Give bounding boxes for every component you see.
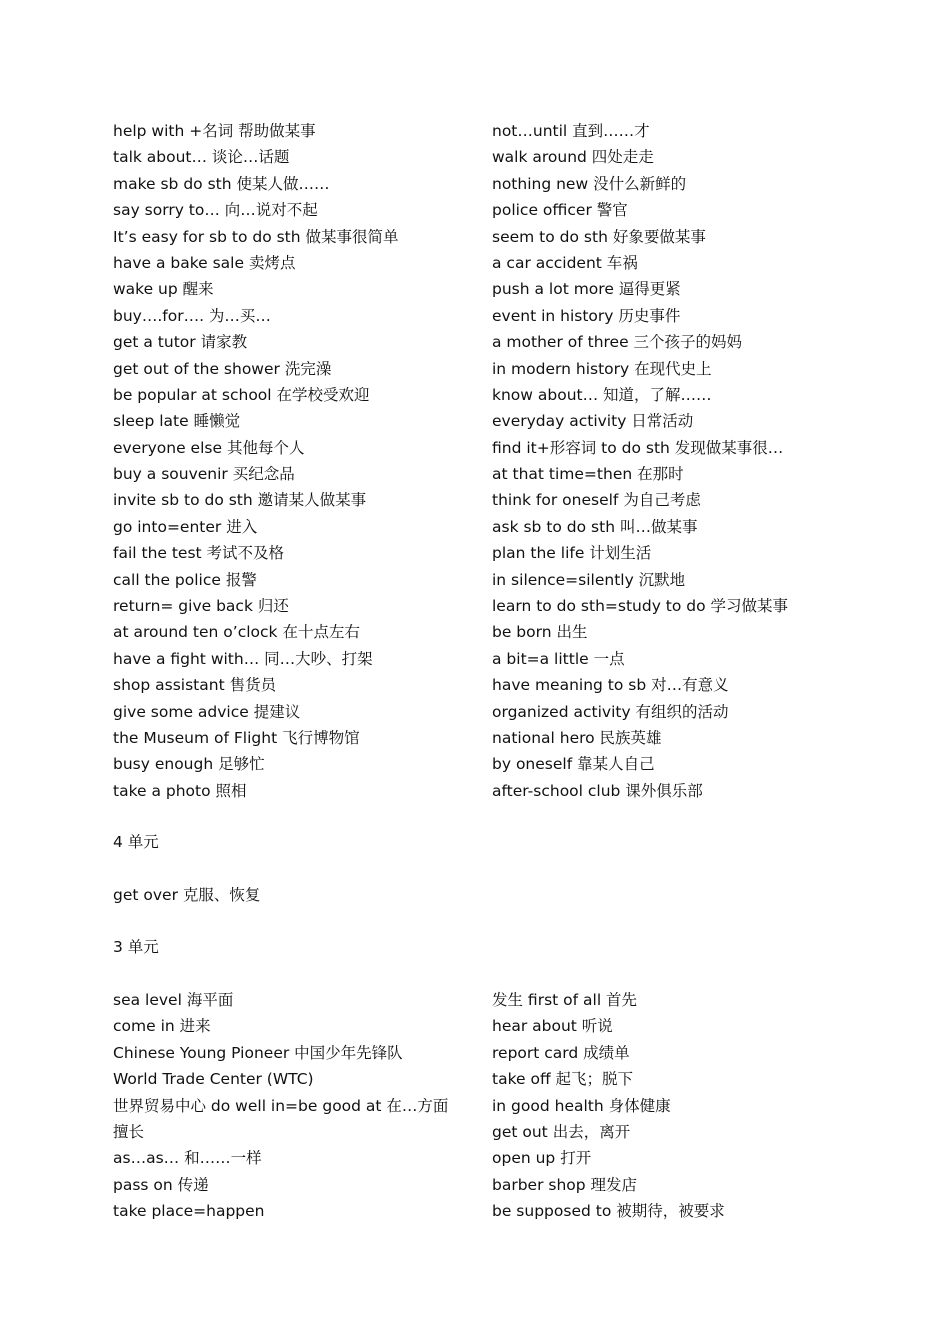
list-item: sleep late 睡懒觉 — [113, 412, 241, 431]
list-item: seem to do sth 好象要做某事 — [492, 227, 706, 246]
list-item: as…as… 和……一样 — [113, 1149, 262, 1168]
list-item: buy a souvenir 买纪念品 — [113, 465, 295, 484]
list-item: a car accident 车祸 — [492, 253, 638, 272]
list-item: at that time=then 在那时 — [492, 465, 684, 484]
list-item: It’s easy for sb to do sth 做某事很简单 — [113, 227, 399, 246]
list-item: a mother of three 三个孩子的妈妈 — [492, 333, 743, 352]
list-item: plan the life 计划生活 — [492, 544, 652, 563]
list-item: everyday activity 日常活动 — [492, 412, 694, 431]
list-item: police officer 警官 — [492, 201, 628, 220]
list-item: sea level 海平面 — [113, 991, 234, 1009]
list-item: nothing new 没什么新鲜的 — [492, 174, 687, 193]
list-item: by oneself 靠某人自己 — [492, 755, 655, 774]
unit-3-list-right — [492, 987, 852, 1225]
list-item: a bit=a little 一点 — [492, 649, 625, 668]
unit-4-heading: 4 单元 — [113, 833, 159, 851]
list-item: have meaning to sb 对…有意义 — [492, 676, 729, 695]
list-item: get a tutor 请家教 — [113, 333, 248, 352]
list-item: in silence=silently 沉默地 — [492, 570, 686, 589]
list-item: Chinese Young Pioneer 中国少年先锋队 — [113, 1043, 403, 1062]
list-item: give some advice 提建议 — [113, 702, 301, 721]
list-item: know about… 知道，了解…… — [492, 385, 712, 404]
list-item: think for oneself 为自己考虑 — [492, 491, 701, 510]
list-item: have a fight with… 同…大吵、打架 — [113, 649, 373, 668]
list-item: get out 出去，离开 — [492, 1122, 631, 1141]
list-item: World Trade Center (WTC) — [113, 1070, 314, 1089]
list-item: talk about… 谈论…话题 — [113, 148, 290, 167]
list-item: be born 出生 — [492, 623, 588, 642]
list-item: ask sb to do sth 叫…做某事 — [492, 517, 698, 536]
list-item: shop assistant 售货员 — [113, 676, 277, 695]
unit-3-heading: 3 单元 — [113, 938, 159, 956]
list-item: call the police 报警 — [113, 570, 257, 589]
list-item: not…until 直到……才 — [492, 122, 650, 140]
list-item: 发生 first of all 首先 — [492, 991, 638, 1009]
list-item: push a lot more 逼得更紧 — [492, 280, 681, 299]
list-item: walk around 四处走走 — [492, 148, 654, 167]
list-item: the Museum of Flight 飞行博物馆 — [113, 728, 360, 747]
list-item: have a bake sale 卖烤点 — [113, 253, 296, 272]
list-item: 擅长 — [113, 1122, 145, 1141]
list-item: go into=enter 进入 — [113, 517, 258, 536]
list-item: hear about 听说 — [492, 1017, 613, 1036]
phrase-list-right — [492, 118, 852, 804]
list-item: be popular at school 在学校受欢迎 — [113, 385, 370, 404]
list-item: learn to do sth=study to do 学习做某事 — [492, 597, 789, 616]
list-item: at around ten o’clock 在十点左右 — [113, 623, 360, 642]
list-item: take place=happen — [113, 1202, 265, 1221]
list-item: in modern history 在现代史上 — [492, 359, 712, 378]
unit-3-list-left — [113, 987, 473, 1225]
list-item: make sb do sth 使某人做…… — [113, 174, 330, 193]
list-item: after-school club 课外俱乐部 — [492, 781, 703, 800]
list-item: help with +名词 帮助做某事 — [113, 122, 316, 140]
list-item: open up 打开 — [492, 1149, 592, 1168]
list-item: take a photo 照相 — [113, 781, 247, 800]
list-item: get out of the shower 洗完澡 — [113, 359, 332, 378]
list-item: report card 成绩单 — [492, 1043, 630, 1062]
list-item: 世界贸易中心 do well in=be good at 在…方面 — [113, 1096, 449, 1115]
list-item: invite sb to do sth 邀请某人做某事 — [113, 491, 367, 510]
list-item: fail the test 考试不及格 — [113, 544, 285, 563]
list-item: take off 起飞；脱下 — [492, 1070, 634, 1089]
list-item: come in 进来 — [113, 1017, 211, 1036]
list-item: be supposed to 被期待，被要求 — [492, 1202, 725, 1221]
list-item: say sorry to… 向…说对不起 — [113, 201, 318, 220]
list-item: event in history 历史事件 — [492, 306, 681, 325]
list-item: wake up 醒来 — [113, 280, 214, 299]
unit-4-phrase: get over 克服、恢复 — [113, 886, 261, 904]
list-item: return= give back 归还 — [113, 597, 289, 616]
list-item: find it+形容词 to do sth 发现做某事很… — [492, 438, 784, 457]
list-item: barber shop 理发店 — [492, 1175, 638, 1194]
phrase-list-left — [113, 118, 473, 804]
list-item: organized activity 有组织的活动 — [492, 702, 729, 721]
list-item: buy….for…. 为…买… — [113, 306, 271, 325]
list-item: in good health 身体健康 — [492, 1096, 671, 1115]
list-item: national hero 民族英雄 — [492, 728, 662, 747]
list-item: everyone else 其他每个人 — [113, 438, 305, 457]
list-item: busy enough 足够忙 — [113, 755, 265, 774]
list-item: pass on 传递 — [113, 1175, 209, 1194]
